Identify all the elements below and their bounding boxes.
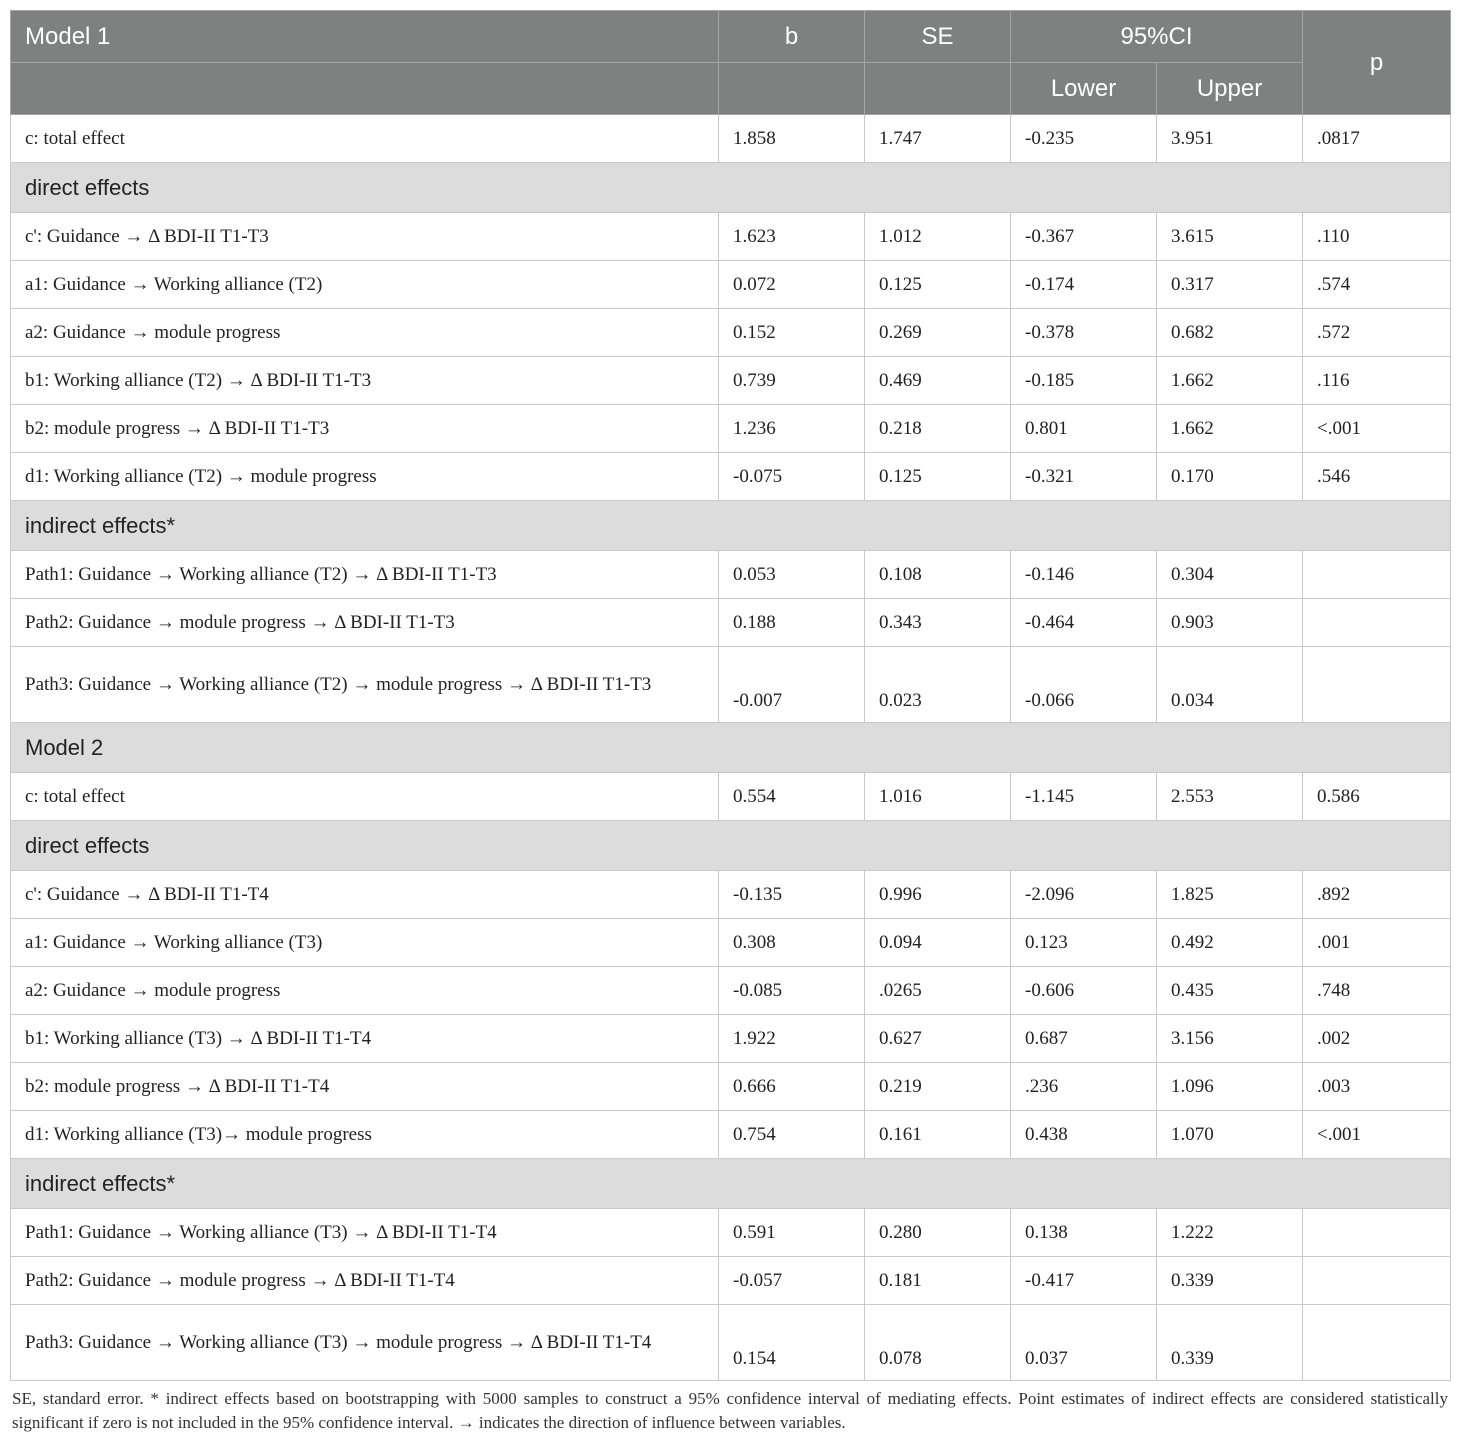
cell-se: 0.627 <box>865 1015 1011 1063</box>
cell-p: .546 <box>1303 453 1451 501</box>
cell-p <box>1303 551 1451 599</box>
table-row <box>11 1257 1451 1305</box>
effect-label: a1: Guidance → Working alliance (T3) <box>11 919 719 967</box>
cell-p <box>1303 599 1451 647</box>
cell-p <box>1303 647 1451 723</box>
header-lower: Lower <box>1011 63 1157 115</box>
cell-b: 0.754 <box>719 1111 865 1159</box>
cell-b: 1.922 <box>719 1015 865 1063</box>
table-row <box>11 1111 1451 1159</box>
cell-lower: -0.066 <box>1011 647 1157 723</box>
cell-se: 0.343 <box>865 599 1011 647</box>
cell-lower: -0.174 <box>1011 261 1157 309</box>
cell-p: .0817 <box>1303 115 1451 163</box>
cell-se: 0.108 <box>865 551 1011 599</box>
cell-p: .003 <box>1303 1063 1451 1111</box>
cell-lower: 0.138 <box>1011 1209 1157 1257</box>
table-row <box>11 357 1451 405</box>
cell-lower: 0.438 <box>1011 1111 1157 1159</box>
cell-p: 0.586 <box>1303 773 1451 821</box>
table-row <box>11 453 1451 501</box>
header-ci: 95%CI <box>1011 11 1303 63</box>
cell-lower: -1.145 <box>1011 773 1157 821</box>
cell-b: 1.623 <box>719 213 865 261</box>
effect-label: Path2: Guidance → module progress → Δ BDI-II T1-T4 <box>11 1257 719 1305</box>
cell-lower: -2.096 <box>1011 871 1157 919</box>
cell-se: 0.218 <box>865 405 1011 453</box>
section-row <box>11 501 1451 551</box>
section-label: direct effects <box>11 163 1451 213</box>
effect-label: c': Guidance → Δ BDI-II T1-T4 <box>11 871 719 919</box>
header-blank <box>865 63 1011 115</box>
cell-upper: 0.034 <box>1157 647 1303 723</box>
cell-lower: -0.378 <box>1011 309 1157 357</box>
header-model: Model 1 <box>11 11 719 63</box>
cell-p: .748 <box>1303 967 1451 1015</box>
cell-b: -0.007 <box>719 647 865 723</box>
cell-lower: -0.146 <box>1011 551 1157 599</box>
effect-label: a1: Guidance → Working alliance (T2) <box>11 261 719 309</box>
section-label: indirect effects* <box>11 1159 1451 1209</box>
table-row <box>11 1063 1451 1111</box>
header-p: p <box>1303 11 1451 115</box>
cell-b: 0.053 <box>719 551 865 599</box>
cell-se: 0.161 <box>865 1111 1011 1159</box>
header-se: SE <box>865 11 1011 63</box>
cell-b: 0.591 <box>719 1209 865 1257</box>
header-upper: Upper <box>1157 63 1303 115</box>
cell-lower: -0.185 <box>1011 357 1157 405</box>
cell-p <box>1303 1209 1451 1257</box>
section-label: Model 2 <box>11 723 1451 773</box>
cell-upper: 1.662 <box>1157 405 1303 453</box>
effect-label: d1: Working alliance (T3)→ module progress <box>11 1111 719 1159</box>
cell-b: -0.057 <box>719 1257 865 1305</box>
effect-label: b1: Working alliance (T3) → Δ BDI-II T1-T4 <box>11 1015 719 1063</box>
table-row <box>11 1305 1451 1381</box>
table-footnote: SE, standard error. * indirect effects based on bootstrapping with 5000 samples to construct a 95% confidence interval of mediating effects. Point estimates of indirect effects are considered statistically significant if zero is not included in the 95% confidence interval. → indicates the direction of influence between variables. <box>12 1389 1448 1432</box>
cell-b: -0.075 <box>719 453 865 501</box>
table-row <box>11 599 1451 647</box>
cell-se: .0265 <box>865 967 1011 1015</box>
cell-lower: .236 <box>1011 1063 1157 1111</box>
cell-upper: 0.682 <box>1157 309 1303 357</box>
cell-b: -0.085 <box>719 967 865 1015</box>
section-row <box>11 1159 1451 1209</box>
cell-b: -0.135 <box>719 871 865 919</box>
effect-label: c': Guidance → Δ BDI-II T1-T3 <box>11 213 719 261</box>
cell-p: .002 <box>1303 1015 1451 1063</box>
cell-se: 1.012 <box>865 213 1011 261</box>
section-row <box>11 723 1451 773</box>
cell-lower: -0.606 <box>1011 967 1157 1015</box>
results-table-figure <box>10 10 1450 1435</box>
cell-se: 0.469 <box>865 357 1011 405</box>
cell-upper: 0.492 <box>1157 919 1303 967</box>
cell-upper: 0.903 <box>1157 599 1303 647</box>
cell-upper: 2.553 <box>1157 773 1303 821</box>
effect-label: b2: module progress → Δ BDI-II T1-T4 <box>11 1063 719 1111</box>
cell-upper: 3.615 <box>1157 213 1303 261</box>
cell-p: <.001 <box>1303 405 1451 453</box>
cell-b: 0.154 <box>719 1305 865 1381</box>
cell-upper: 1.070 <box>1157 1111 1303 1159</box>
cell-se: 1.747 <box>865 115 1011 163</box>
cell-upper: 1.222 <box>1157 1209 1303 1257</box>
cell-p: .116 <box>1303 357 1451 405</box>
effect-label: Path1: Guidance → Working alliance (T3) → Δ BDI-II T1-T4 <box>11 1209 719 1257</box>
cell-lower: 0.687 <box>1011 1015 1157 1063</box>
section-row <box>11 821 1451 871</box>
table-row <box>11 309 1451 357</box>
cell-se: 0.094 <box>865 919 1011 967</box>
cell-p: <.001 <box>1303 1111 1451 1159</box>
table-row <box>11 405 1451 453</box>
header-b: b <box>719 11 865 63</box>
cell-upper: 3.951 <box>1157 115 1303 163</box>
cell-b: 0.739 <box>719 357 865 405</box>
cell-se: 0.219 <box>865 1063 1011 1111</box>
cell-p <box>1303 1305 1451 1381</box>
effect-label: Path1: Guidance → Working alliance (T2) → Δ BDI-II T1-T3 <box>11 551 719 599</box>
cell-p: .110 <box>1303 213 1451 261</box>
cell-lower: 0.801 <box>1011 405 1157 453</box>
cell-upper: 0.435 <box>1157 967 1303 1015</box>
cell-b: 1.236 <box>719 405 865 453</box>
cell-upper: 3.156 <box>1157 1015 1303 1063</box>
table-row <box>11 261 1451 309</box>
cell-upper: 1.662 <box>1157 357 1303 405</box>
cell-upper: 0.339 <box>1157 1305 1303 1381</box>
effect-label: b2: module progress → Δ BDI-II T1-T3 <box>11 405 719 453</box>
mediation-results-table <box>10 10 1451 1381</box>
effect-label: a2: Guidance → module progress <box>11 309 719 357</box>
cell-p: .572 <box>1303 309 1451 357</box>
section-label: direct effects <box>11 821 1451 871</box>
table-row <box>11 1015 1451 1063</box>
effect-label: b1: Working alliance (T2) → Δ BDI-II T1-T3 <box>11 357 719 405</box>
effect-label: c: total effect <box>11 115 719 163</box>
cell-b: 0.308 <box>719 919 865 967</box>
section-row <box>11 163 1451 213</box>
table-row <box>11 115 1451 163</box>
section-label: indirect effects* <box>11 501 1451 551</box>
cell-p: .892 <box>1303 871 1451 919</box>
cell-se: 0.996 <box>865 871 1011 919</box>
table-row <box>11 647 1451 723</box>
effect-label: Path2: Guidance → module progress → Δ BDI-II T1-T3 <box>11 599 719 647</box>
cell-upper: 0.170 <box>1157 453 1303 501</box>
cell-se: 0.181 <box>865 1257 1011 1305</box>
cell-lower: -0.321 <box>1011 453 1157 501</box>
table-row <box>11 213 1451 261</box>
header-blank <box>11 63 719 115</box>
table-row <box>11 919 1451 967</box>
cell-upper: 0.304 <box>1157 551 1303 599</box>
cell-lower: -0.417 <box>1011 1257 1157 1305</box>
cell-lower: -0.367 <box>1011 213 1157 261</box>
table-row <box>11 773 1451 821</box>
effect-label: a2: Guidance → module progress <box>11 967 719 1015</box>
cell-se: 1.016 <box>865 773 1011 821</box>
effect-label: d1: Working alliance (T2) → module progress <box>11 453 719 501</box>
cell-p: .001 <box>1303 919 1451 967</box>
cell-b: 0.188 <box>719 599 865 647</box>
cell-se: 0.280 <box>865 1209 1011 1257</box>
cell-b: 0.072 <box>719 261 865 309</box>
header-blank <box>719 63 865 115</box>
table-body <box>11 115 1451 1381</box>
cell-p: .574 <box>1303 261 1451 309</box>
cell-se: 0.125 <box>865 261 1011 309</box>
cell-b: 1.858 <box>719 115 865 163</box>
table-row <box>11 551 1451 599</box>
effect-label: c: total effect <box>11 773 719 821</box>
cell-lower: -0.464 <box>1011 599 1157 647</box>
cell-se: 0.269 <box>865 309 1011 357</box>
cell-upper: 1.096 <box>1157 1063 1303 1111</box>
cell-se: 0.125 <box>865 453 1011 501</box>
cell-upper: 0.339 <box>1157 1257 1303 1305</box>
cell-lower: -0.235 <box>1011 115 1157 163</box>
effect-label: Path3: Guidance → Working alliance (T3) → module progress → Δ BDI-II T1-T4 <box>11 1305 719 1381</box>
cell-b: 0.666 <box>719 1063 865 1111</box>
cell-upper: 1.825 <box>1157 871 1303 919</box>
cell-b: 0.554 <box>719 773 865 821</box>
cell-b: 0.152 <box>719 309 865 357</box>
cell-se: 0.023 <box>865 647 1011 723</box>
table-row <box>11 1209 1451 1257</box>
effect-label: Path3: Guidance → Working alliance (T2) → module progress → Δ BDI-II T1-T3 <box>11 647 719 723</box>
table-row <box>11 967 1451 1015</box>
table-header <box>11 11 1451 115</box>
cell-p <box>1303 1257 1451 1305</box>
cell-lower: 0.037 <box>1011 1305 1157 1381</box>
cell-upper: 0.317 <box>1157 261 1303 309</box>
cell-lower: 0.123 <box>1011 919 1157 967</box>
table-row <box>11 871 1451 919</box>
cell-se: 0.078 <box>865 1305 1011 1381</box>
